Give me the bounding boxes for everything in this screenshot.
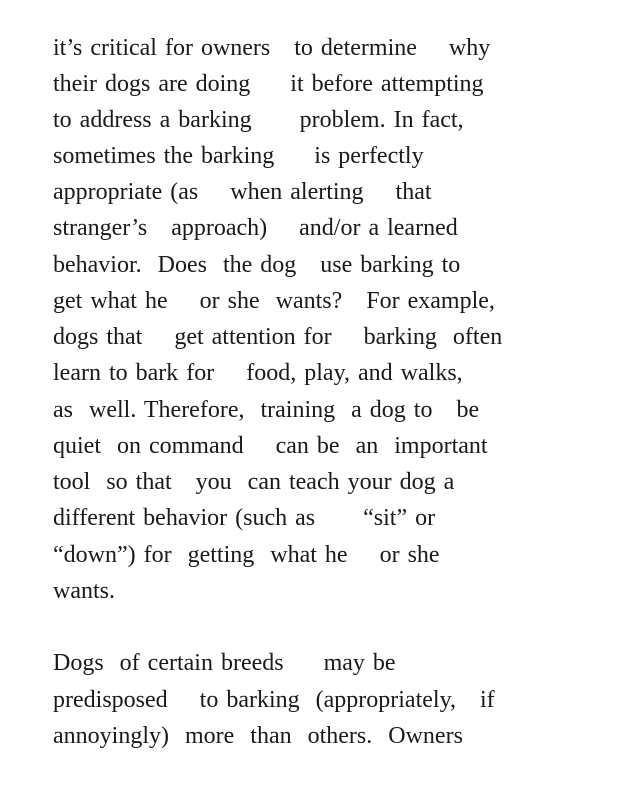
text-line: sometimes the barking is perfectly [53, 143, 424, 169]
text-line: get what he or she wants? For example, [53, 288, 495, 314]
text-line: predisposed to barking (appropriately, if [53, 687, 495, 713]
text-line: wants. [53, 578, 115, 604]
text-line: stranger’s approach) and/or a learned [53, 215, 458, 241]
text-line: their dogs are doing it before attempting [53, 71, 484, 97]
text-line: dogs that get attention for barking often [53, 324, 503, 350]
text-line: as well. Therefore, training a dog to be [53, 397, 480, 423]
text-line: to address a barking problem. In fact, [53, 107, 464, 133]
text-line: behavior. Does the dog use barking to [53, 252, 461, 278]
text-line: “down”) for getting what he or she [53, 542, 440, 568]
text-line: tool so that you can teach your dog a [53, 469, 455, 495]
text-line: learn to bark for food, play, and walks, [53, 360, 463, 386]
text-line: different behavior (such as “sit” or [53, 505, 436, 531]
text-line: annoyingly) more than others. Owners [53, 723, 463, 749]
text-line: appropriate (as when alerting that [53, 179, 432, 205]
text-line: it’s critical for owners to determine why [53, 35, 491, 61]
text-line: Dogs of certain breeds may be [53, 650, 396, 676]
text-line: quiet on command can be an important [53, 433, 488, 459]
